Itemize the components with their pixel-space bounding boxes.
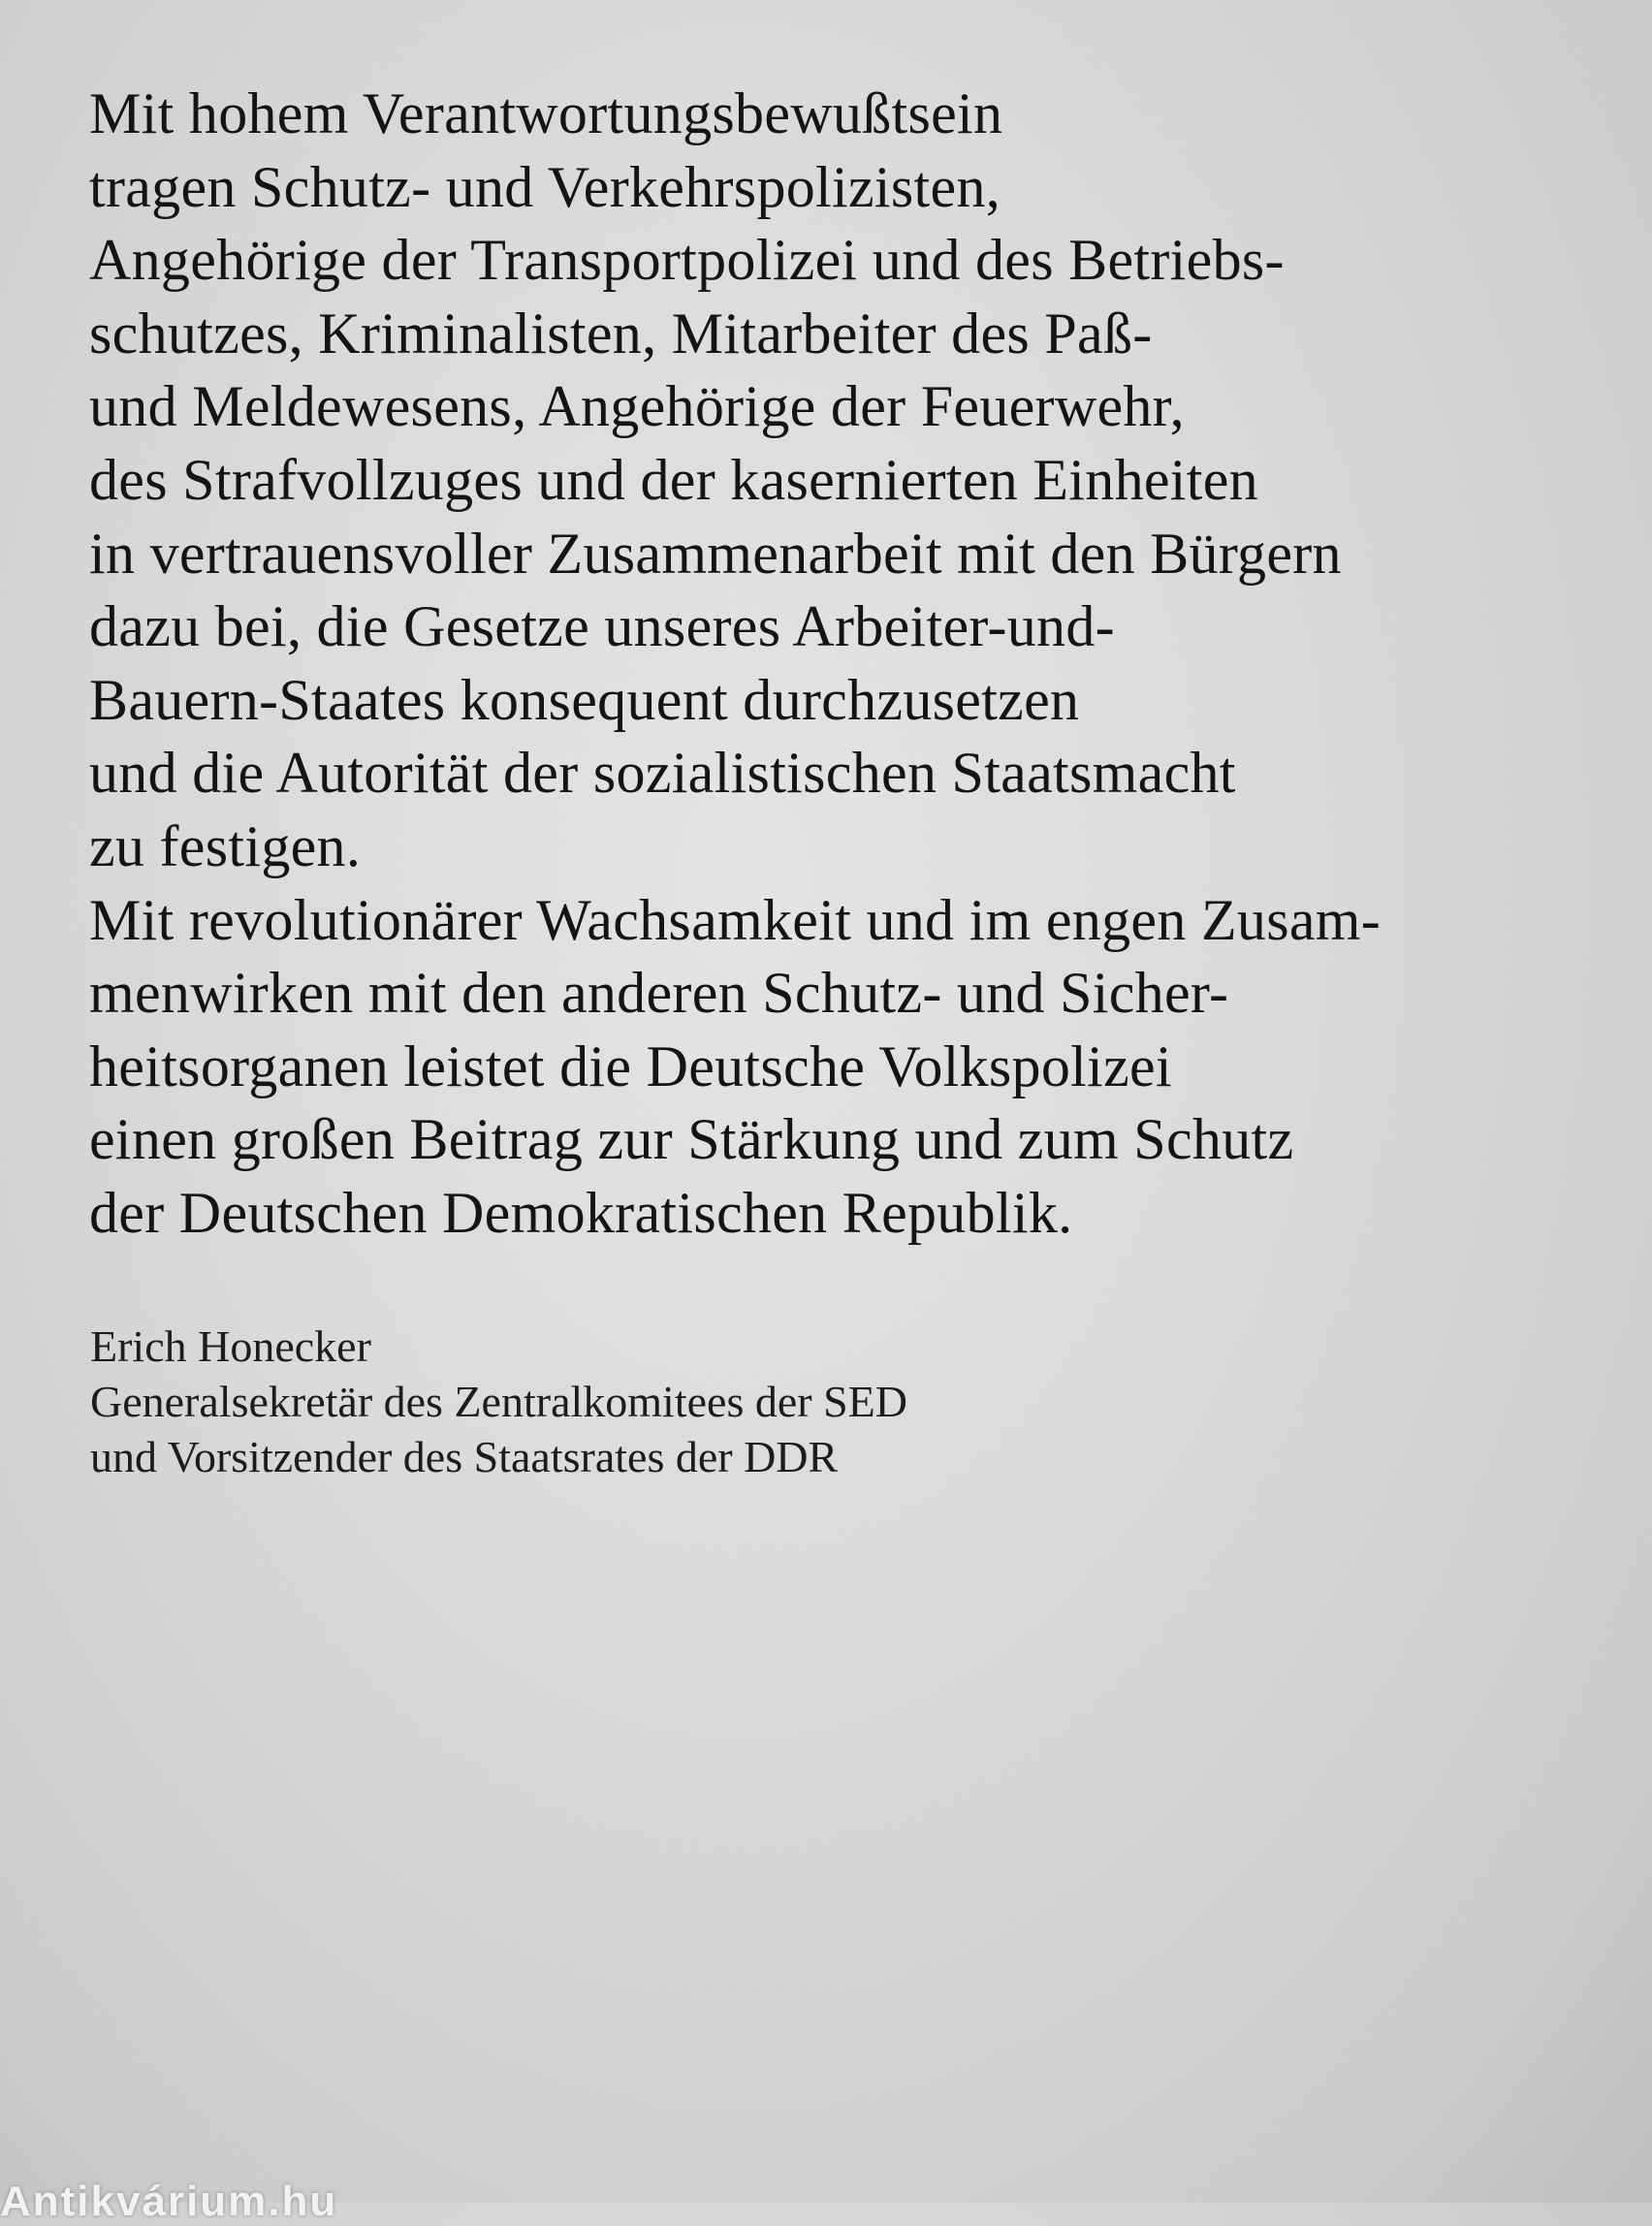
statement-line: und Meldewesens, Angehörige der Feuerwehr, xyxy=(89,374,1185,439)
statement-line: der Deutschen Demokratischen Republik. xyxy=(89,1180,1073,1245)
statement-text xyxy=(89,78,1621,1251)
statement-line: Bauern-Staates konsequent durchzusetzen xyxy=(89,667,1080,732)
statement-line: in vertrauensvoller Zusammenarbeit mit den Bürgern xyxy=(89,521,1342,586)
attribution-title: Generalsekretär des Zentralkomitees der SED xyxy=(90,1377,907,1426)
attribution-title: und Vorsitzender des Staatsrates der DDR xyxy=(90,1432,839,1481)
attribution-name: Erich Honecker xyxy=(90,1321,371,1371)
statement-line: und die Autorität der sozialistischen Staatsmacht xyxy=(89,741,1236,806)
statement-line: Mit revolutionärer Wachsamkeit und im engen Zusam- xyxy=(89,887,1382,952)
statement-line: heitsorganen leistet die Deutsche Volkspolizei xyxy=(89,1034,1172,1098)
statement-line: schutzes, Kriminalisten, Mitarbeiter des Paß- xyxy=(89,301,1153,366)
statement-line: des Strafvollzuges und der kasernierten Einheiten xyxy=(89,447,1258,512)
attribution-block xyxy=(90,1319,907,1484)
statement-line: Angehörige der Transportpolizei und des Betriebs- xyxy=(89,228,1285,293)
statement-line: Mit hohem Verantwortungsbewußtsein xyxy=(89,81,1003,145)
statement-line: tragen Schutz- und Verkehrspolizisten, xyxy=(89,154,1001,219)
watermark: Antikvárium.hu xyxy=(0,2178,338,2225)
statement-line: einen großen Beitrag zur Stärkung und zum Schutz xyxy=(89,1107,1294,1172)
statement-line: zu festigen. xyxy=(89,813,362,878)
statement-line: dazu bei, die Gesetze unseres Arbeiter-und- xyxy=(89,594,1115,659)
statement-line: menwirken mit den anderen Schutz- und Sicher- xyxy=(89,961,1229,1026)
